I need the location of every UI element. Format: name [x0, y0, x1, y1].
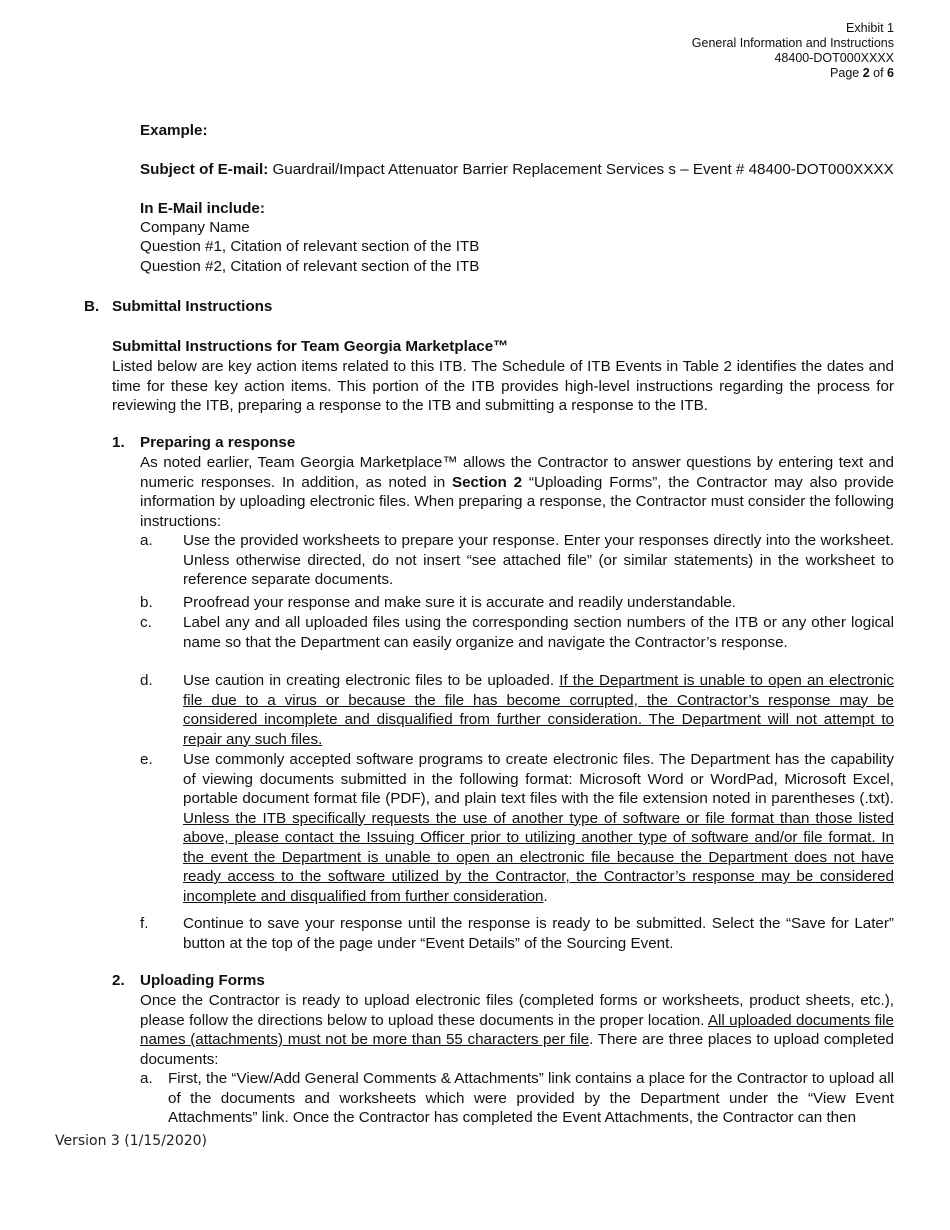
list-item-text: Proofread your response and make sure it is accurate and readily understandable.: [183, 594, 736, 611]
page-header: [692, 21, 894, 81]
list-label: f.: [140, 915, 149, 932]
page-number: Page 2 of 6: [830, 66, 894, 80]
list-item-text: Label any and all uploaded files using the corresponding section numbers of the ITB or any other logical name so that the Department can easily organize and navigate the Contractor’s response.: [183, 614, 894, 651]
example-include-label: In E-Mail include:: [140, 200, 265, 217]
item-2-number: 2.: [112, 972, 125, 989]
section-b-subtitle: Submittal Instructions for Team Georgia Marketplace™: [112, 338, 509, 355]
item-1-title: Preparing a response: [140, 434, 296, 451]
example-line: Question #1, Citation of relevant section of the ITB: [140, 238, 480, 255]
section-b-title: Submittal Instructions: [112, 298, 273, 315]
list-item-text: Use the provided worksheets to prepare your response. Enter your responses directly into the worksheet. Unless otherwise directed, do not insert “see attached file” (or similar statements) in the worksheet to reference separate documents.: [183, 532, 894, 588]
list-label: b.: [140, 594, 153, 611]
example-line: Company Name: [140, 219, 250, 236]
list-item-text: Use caution in creating electronic files to be uploaded. If the Department is unable to open an electronic file due to a virus or because the file has become corrupted, the Contractor’s response may be considered incomplete and disqualified from further consideration. The Department will not attempt to repair any such files.: [183, 672, 895, 748]
list-label: e.: [140, 751, 153, 768]
event-id: 48400-DOT000XXXX: [774, 51, 894, 65]
list-item-text: Use commonly accepted software programs to create electronic files. The Department has the capability of viewing documents submitted in the following format: Microsoft Word or WordPad, Microsoft Excel, portable document format file (PDF), and plain text files with the file extension noted in parentheses (.txt). Unless the ITB specifically requests the use of another type of software or file format than those listed above, please contact the Issuing Officer prior to utilizing another type of software and/or file format. In the event the Department is unable to open an electronic file because the Department does not have ready access to the software utilized by the Contractor, the Contractor’s response may be considered incomplete and disqualified from further consideration.: [183, 751, 894, 905]
item-1-paragraph: As noted earlier, Team Georgia Marketplace™ allows the Contractor to answer questions by entering text and numeric responses. In addition, as noted in Section 2 “Uploading Forms”, the Contractor may also provide information by uploading electronic files. When preparing a response, the Contractor must consider the following instructions:: [140, 454, 894, 530]
exhibit-label: Exhibit 1: [846, 21, 894, 35]
list-label: d.: [140, 672, 153, 689]
list-item-text: First, the “View/Add General Comments & Attachments” link contains a place for the Contractor to upload all of the documents and worksheets which were provided by the Department under the “View Event Attachments” link. Once the Contractor has completed the Event Attachments, the Contractor can then: [168, 1070, 894, 1126]
list-item-text: Continue to save your response until the response is ready to be submitted. Select the “Save for Later” button at the top of the page under “Event Details” of the Sourcing Event.: [183, 915, 894, 952]
section-b-intro: Listed below are key action items related to this ITB. The Schedule of ITB Events in Table 2 identifies the dates and time for these key action items. This portion of the ITB provides high-level instructions regarding the process for reviewing the ITB, preparing a response to the ITB and submitting a response to the ITB.: [112, 358, 894, 414]
example-line: Question #2, Citation of relevant section of the ITB: [140, 258, 480, 275]
list-label: a.: [140, 1070, 153, 1087]
item-2-title: Uploading Forms: [140, 972, 265, 989]
example-subject: Subject of E-mail: Guardrail/Impact Attenuator Barrier Replacement Services s – Event # 48400-DOT000XXXX: [140, 161, 894, 178]
list-label: c.: [140, 614, 152, 631]
section-b-letter: B.: [84, 298, 100, 315]
item-2-paragraph: Once the Contractor is ready to upload electronic files (completed forms or worksheets, product sheets, etc.), please follow the directions below to upload these documents in the proper location. All uploaded documents file names (attachments) must not be more than 55 characters per file. There are three places to upload completed documents:: [140, 992, 894, 1068]
version-footer: Version 3 (1/15/2020): [55, 1133, 207, 1149]
list-label: a.: [140, 532, 153, 549]
document-subtitle: General Information and Instructions: [691, 36, 894, 50]
example-heading: Example:: [140, 122, 208, 139]
item-1-number: 1.: [112, 434, 125, 451]
